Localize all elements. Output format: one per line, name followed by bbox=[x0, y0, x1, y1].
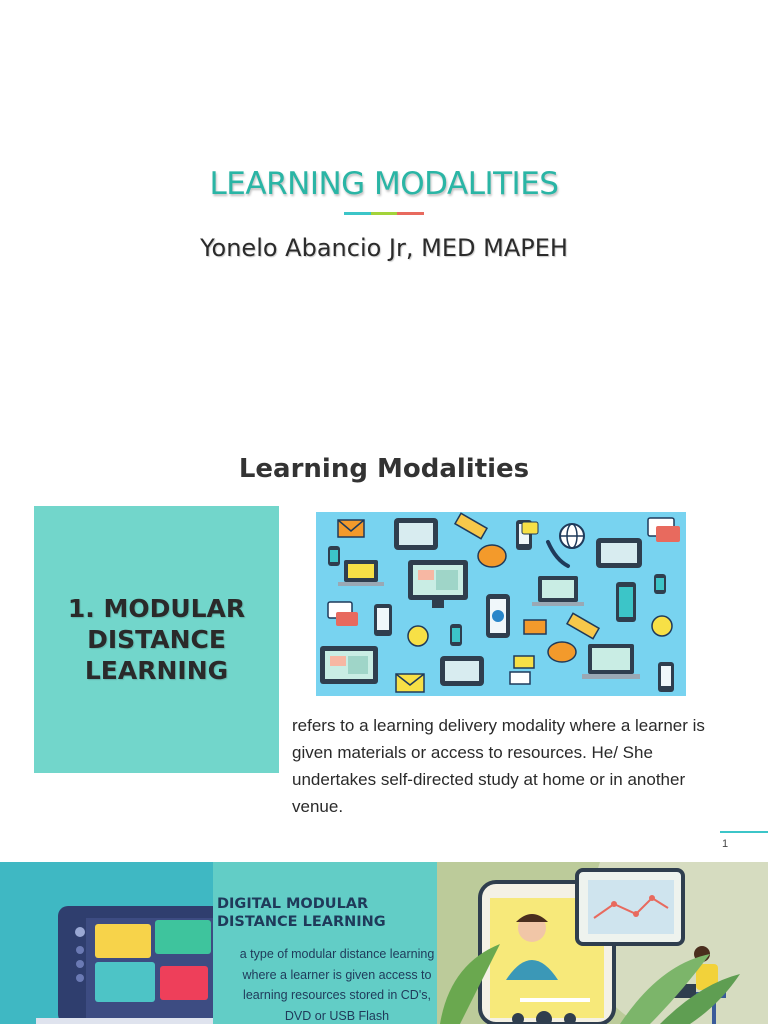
mail-icon bbox=[338, 520, 364, 537]
smartwatch-icon bbox=[450, 624, 462, 646]
chart-board-icon bbox=[577, 870, 683, 944]
modality-description: refers to a learning delivery modality where a learner is given materials or access to resources. He/ She undertakes self-directed study at home or in another venue. bbox=[292, 716, 705, 816]
smartwatch-icon bbox=[654, 574, 666, 594]
digital-modular-description: a type of modular distance learning where a learner is given access to learning resources stored in CD's, DVD or USB Flash bbox=[239, 947, 435, 1023]
author-subtitle: Yonelo Abancio Jr, MED MAPEH bbox=[200, 234, 568, 262]
phone-icon bbox=[374, 604, 392, 636]
modality-title: 1. MODULAR DISTANCE LEARNING bbox=[67, 594, 246, 685]
laptop-icon bbox=[36, 906, 236, 1024]
mail-icon bbox=[524, 620, 546, 634]
page-number-rule bbox=[720, 831, 768, 833]
chat-icon bbox=[478, 545, 506, 567]
phone-icon bbox=[658, 662, 674, 692]
tablet-icon bbox=[596, 538, 642, 568]
smartwatch-icon bbox=[328, 546, 340, 566]
phone-icon bbox=[616, 582, 636, 622]
title-underline bbox=[344, 212, 424, 215]
mail-icon bbox=[396, 674, 424, 692]
underline-segment-teal bbox=[344, 212, 371, 215]
title-slide bbox=[0, 0, 768, 420]
laptop-icon bbox=[532, 576, 584, 606]
underline-segment-green bbox=[371, 212, 398, 215]
tablet-icon bbox=[440, 656, 484, 686]
laptop-icon bbox=[338, 560, 384, 586]
chat-icon bbox=[548, 642, 576, 662]
globe-icon bbox=[560, 524, 584, 548]
presentation-title: LEARNING MODALITIES bbox=[209, 166, 559, 202]
communication-icons-illustration bbox=[316, 512, 686, 696]
support-24-icon bbox=[652, 616, 672, 636]
chat-icon bbox=[522, 522, 538, 534]
modality-title-box bbox=[34, 506, 279, 773]
page-number: 1 bbox=[722, 838, 729, 850]
digital-modular-title: DIGITAL MODULAR DISTANCE LEARNING bbox=[217, 896, 386, 930]
section-heading: Learning Modalities bbox=[238, 454, 530, 484]
tablet-icon bbox=[394, 518, 438, 550]
phone-icon bbox=[486, 594, 510, 638]
digital-modular-slide bbox=[0, 862, 768, 1024]
laptop-icon bbox=[582, 644, 640, 679]
support-24-icon bbox=[408, 626, 428, 646]
monitor-icon bbox=[320, 646, 378, 684]
underline-segment-red bbox=[397, 212, 424, 215]
